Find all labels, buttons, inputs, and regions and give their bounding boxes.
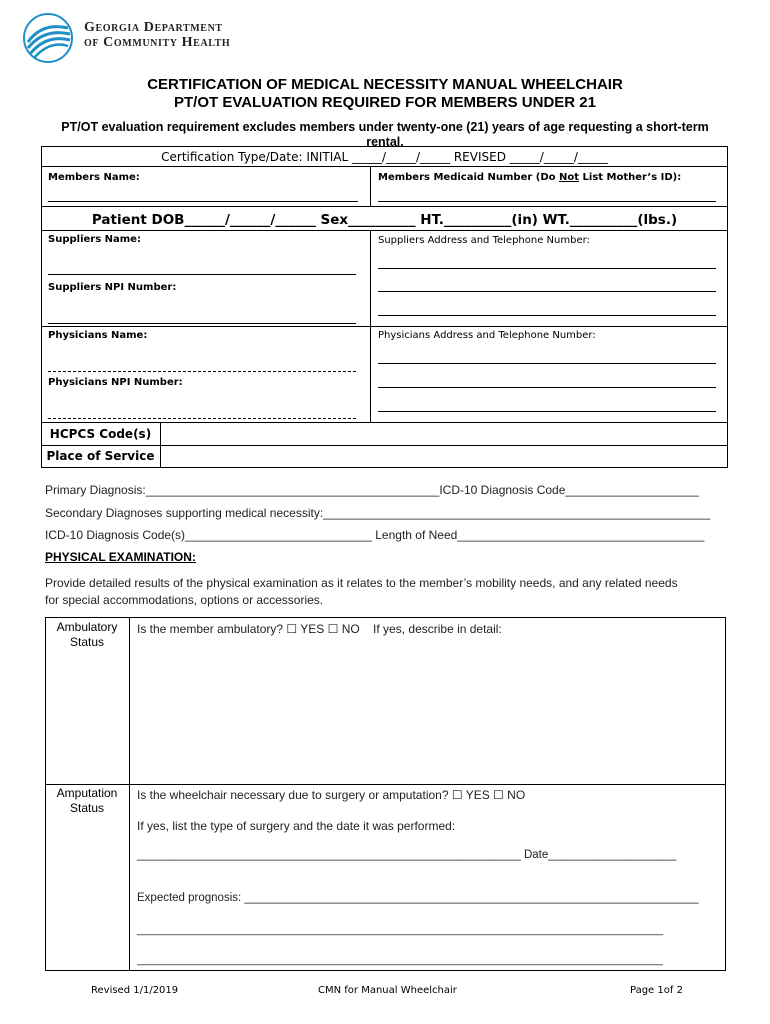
members-name-label: Members Name: <box>48 172 140 183</box>
footer-revised-date: Revised 1/1/2019 <box>91 985 179 996</box>
expected-prognosis-field[interactable]: Expected prognosis: _______________________________________________________________________ <box>137 892 699 904</box>
medicaid-number-label <box>378 172 681 183</box>
exam-intro-line-1: Provide detailed results of the physical examination as it relates to the member’s mobility needs, and any related needs <box>45 576 678 590</box>
medicaid-label-prefix: Members Medicaid Number (Do <box>378 172 560 183</box>
suppliers-name-field[interactable] <box>48 274 356 275</box>
physicians-telephone-field[interactable] <box>378 411 716 412</box>
ambulatory-status-label-line-2: Status <box>69 635 105 649</box>
org-name-line-2: of Community Health <box>84 35 231 50</box>
requirement-note-line-2: rental. <box>366 135 404 149</box>
medicaid-label-not: Not <box>559 172 580 183</box>
hcpcs-code-label: HCPCS Code(s) <box>49 427 152 441</box>
divider <box>41 206 728 207</box>
physicians-name-field[interactable] <box>48 371 356 372</box>
medicaid-number-field[interactable] <box>378 201 716 202</box>
ambulatory-status-label-line-1: Ambulatory <box>56 620 118 634</box>
physicians-address-label: Physicians Address and Telephone Number: <box>378 330 596 341</box>
surgery-type-question: If yes, list the type of surgery and the date it was performed: <box>137 819 456 833</box>
prognosis-line-2[interactable]: ______________________________________________________________________________________ <box>137 924 664 936</box>
member-info-form <box>41 146 728 468</box>
suppliers-npi-label: Suppliers NPI Number: <box>48 282 177 293</box>
ambulatory-question[interactable]: Is the member ambulatory? ☐ YES ☐ NO If yes, describe in detail: <box>137 622 502 636</box>
footer-page-number: Page 1of 2 <box>630 985 683 996</box>
patient-demographics-field[interactable]: Patient DOB______/______/______ Sex__________ HT.__________(in) WT.__________(lbs.) <box>91 212 678 228</box>
divider <box>41 166 728 167</box>
suppliers-telephone-field[interactable] <box>378 315 716 316</box>
divider <box>45 784 726 785</box>
surgery-date-field[interactable]: ____________________________________________________________ Date____________________ <box>137 849 677 861</box>
primary-diagnosis-field[interactable]: Primary Diagnosis:____________________________________________ICD-10 Diagnosis Code____________________ <box>45 483 699 497</box>
form-subtitle: PT/OT EVALUATION REQUIRED FOR MEMBERS UNDER 21 <box>174 94 596 111</box>
physicians-npi-label: Physicians NPI Number: <box>48 377 183 388</box>
form-title: CERTIFICATION OF MEDICAL NECESSITY MANUAL WHEELCHAIR <box>147 76 623 93</box>
suppliers-address-label: Suppliers Address and Telephone Number: <box>378 235 590 246</box>
suppliers-name-label: Suppliers Name: <box>48 234 141 245</box>
certification-type-field[interactable]: Certification Type/Date: INITIAL _____/_____/_____ REVISED _____/_____/_____ <box>161 150 608 164</box>
divider <box>41 326 728 327</box>
place-of-service-label: Place of Service <box>46 449 155 463</box>
physical-examination-heading: PHYSICAL EXAMINATION: <box>45 550 196 564</box>
physicians-address-field[interactable] <box>378 387 716 388</box>
amputation-status-label <box>45 786 129 816</box>
place-of-service-field[interactable] <box>161 446 727 467</box>
ambulatory-status-label <box>45 620 129 650</box>
prognosis-line-3[interactable]: ______________________________________________________________________________________ <box>137 954 664 966</box>
divider <box>370 166 371 206</box>
ambulatory-detail-field[interactable] <box>130 640 725 783</box>
physicians-address-field[interactable] <box>378 363 716 364</box>
hcpcs-code-field[interactable] <box>161 423 727 444</box>
suppliers-address-field[interactable] <box>378 268 716 269</box>
members-name-field[interactable] <box>48 201 358 202</box>
suppliers-address-field[interactable] <box>378 291 716 292</box>
divider <box>41 230 728 231</box>
amputation-question[interactable]: Is the wheelchair necessary due to surgery or amputation? ☐ YES ☐ NO <box>137 788 526 802</box>
georgia-dch-logo <box>22 12 74 64</box>
physicians-npi-field[interactable] <box>48 418 356 419</box>
suppliers-npi-field[interactable] <box>48 323 356 324</box>
org-name-line-1: Georgia Department <box>84 20 223 35</box>
icd10-length-of-need-field[interactable]: ICD-10 Diagnosis Code(s)____________________________ Length of Need_____________________________________ <box>45 528 705 542</box>
medicaid-label-suffix: List Mother’s ID): <box>579 172 682 183</box>
amputation-status-label-line-2: Status <box>69 801 105 815</box>
physicians-name-label: Physicians Name: <box>48 330 148 341</box>
amputation-status-label-line-1: Amputation <box>56 786 118 800</box>
exam-intro-line-2: for special accommodations, options or accessories. <box>45 593 324 607</box>
secondary-diagnoses-field[interactable]: Secondary Diagnoses supporting medical necessity:__________________________________________________________ <box>45 506 711 520</box>
footer-document-name: CMN for Manual Wheelchair <box>318 985 457 996</box>
requirement-note-line-1: PT/OT evaluation requirement excludes members under twenty-one (21) years of age requesting a short-term <box>61 120 709 134</box>
organization-name <box>84 20 230 50</box>
